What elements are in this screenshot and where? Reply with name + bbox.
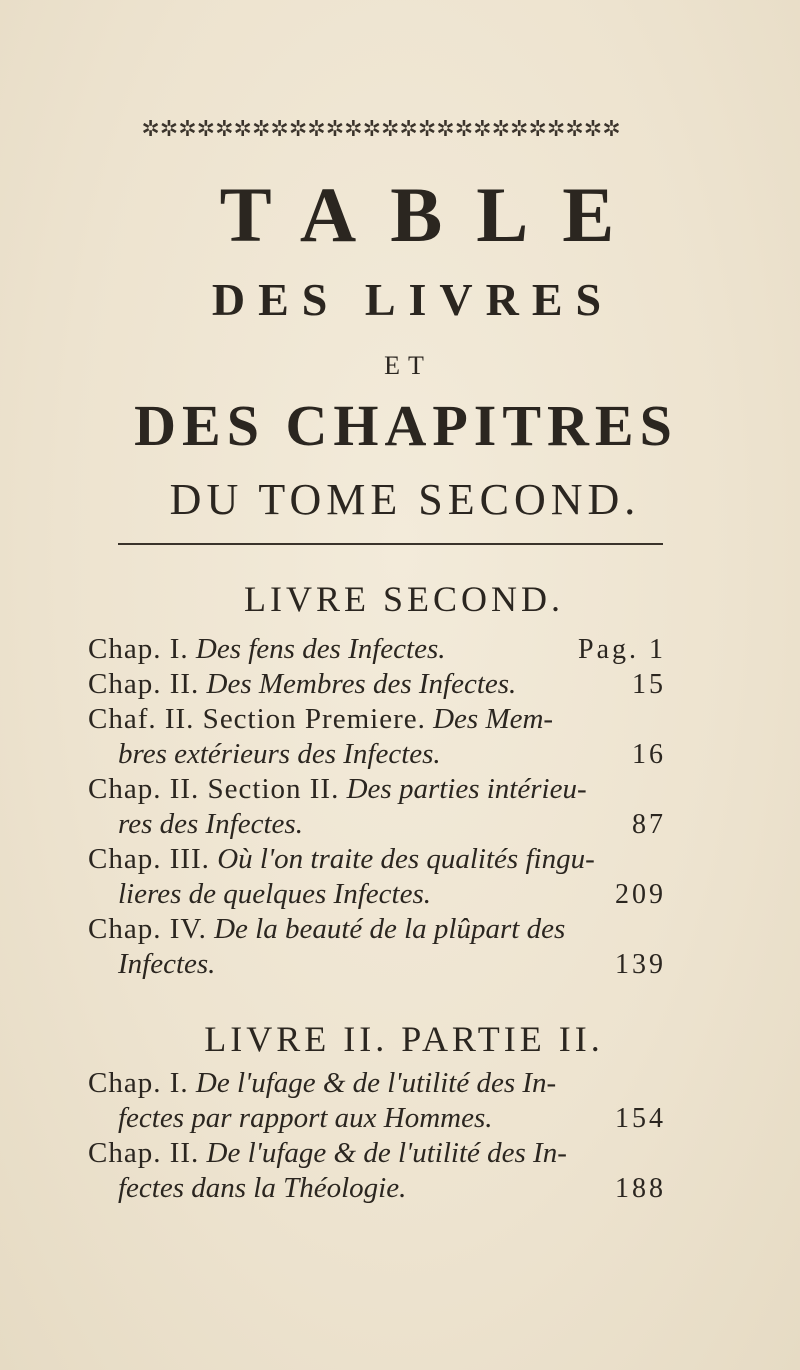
- entry-label: Chap. IV.: [88, 913, 207, 945]
- title-table: TABLE: [219, 171, 649, 258]
- entry-title-continued: Infectes.: [118, 948, 216, 980]
- toc-entry: [88, 702, 678, 772]
- divider-rule: [118, 543, 663, 545]
- toc-entry: [88, 667, 678, 702]
- book-heading-livre-ii: LIVRE II. PARTIE II.: [204, 1019, 604, 1059]
- entry-title: Des Membres des Infectes.: [206, 668, 517, 700]
- toc-entry: [88, 912, 678, 982]
- entry-label: Chap. III.: [88, 843, 210, 875]
- entry-page: 154: [615, 1103, 666, 1134]
- entry-title: De la beauté de la plûpart des: [214, 913, 566, 945]
- entry-label: Chaf. II. Section Premiere.: [88, 703, 426, 735]
- entry-label: Chap. II. Section II.: [88, 773, 340, 805]
- entry-page: Pag. 1: [578, 634, 666, 665]
- book-heading-livre-second: LIVRE SECOND.: [244, 579, 564, 619]
- entry-page: 16: [632, 739, 666, 770]
- entry-title-continued: lieres de quelques Infectes.: [118, 878, 431, 910]
- entry-title-continued: res des Infectes.: [118, 808, 303, 840]
- toc-entry: [88, 772, 678, 842]
- entry-title: Des fens des Infectes.: [195, 633, 446, 665]
- entry-label: Chap. I.: [88, 633, 189, 665]
- toc-entry: [88, 1136, 678, 1206]
- entry-label: Chap. II.: [88, 668, 200, 700]
- entry-label: Chap. II.: [88, 1137, 200, 1169]
- title-du-tome-second: DU TOME SECOND.: [169, 475, 641, 524]
- entry-title-continued: fectes par rapport aux Hommes.: [118, 1102, 493, 1134]
- entry-label: Chap. I.: [88, 1067, 189, 1099]
- entry-title-continued: fectes dans la Théologie.: [118, 1172, 407, 1204]
- title-des-chapitres: DES CHAPITRES: [134, 393, 678, 458]
- entry-title: Où l'on traite des qualités fingu-: [217, 843, 595, 875]
- entry-page: 139: [615, 949, 666, 980]
- entry-title: De l'ufage & de l'utilité des In-: [206, 1137, 567, 1169]
- ornament-border: ✲✲✲✲✲✲✲✲✲✲✲✲✲✲✲✲✲✲✲✲✲✲✲✲✲✲: [141, 117, 621, 142]
- entry-title-continued: bres extérieurs des Infectes.: [118, 738, 441, 770]
- entry-page: 87: [632, 809, 666, 840]
- entry-title: Des Mem-: [433, 703, 554, 735]
- title-des-livres: DES LIVRES: [211, 274, 615, 325]
- entry-title: Des parties intérieu-: [346, 773, 587, 805]
- entry-page: 188: [615, 1173, 666, 1204]
- toc-entry: [88, 842, 678, 912]
- toc-entry: [88, 1066, 678, 1136]
- title-et: ET: [384, 351, 432, 380]
- toc-entry: [88, 632, 678, 667]
- entry-title: De l'ufage & de l'utilité des In-: [195, 1067, 557, 1099]
- entry-page: 209: [615, 879, 666, 910]
- entry-page: 15: [632, 669, 666, 700]
